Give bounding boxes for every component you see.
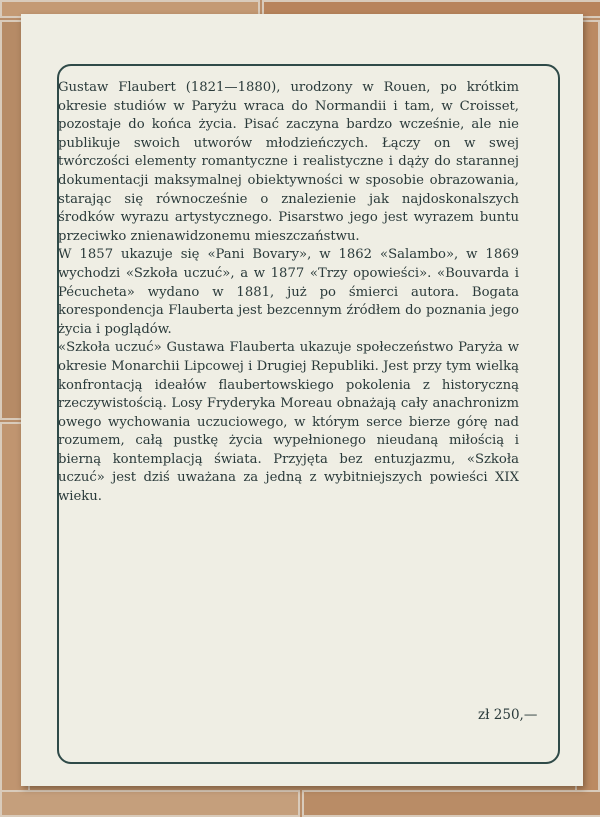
brick	[0, 790, 300, 817]
blurb-paragraph-works: W 1857 ukazuje się «Pani Bovary», w 1862 «Salambo», w 1869 wychodzi «Szkoła uczuć», a w 1877 «Trzy opowieści». «Bouvarda i Pécucheta» wydano w 1881, już po śmierci autora. Bogata korespondencja Flauberta jest bezcennym źródłem do poznania jego życia i poglądów.	[58, 247, 519, 337]
brick	[302, 790, 600, 817]
price-label: zł 250,—	[478, 707, 538, 723]
blurb-paragraph-author: Gustaw Flaubert (1821—1880), urodzony w Rouen, po krótkim okresie studiów w Paryżu wraca do Normandii i tam, w Croisset, pozostaje do końca życia. Pisać zaczyna bardzo wcześnie, ale nie publikuje swoich utworów młodzieńczych. Łączy on w swej twórczości elementy romantyczne i realistyczne i dąży do starannej dokumentacji maksymalnej obiektywności w sposobie obrazowania, starając się równocześnie o znalezienie jak najdoskonalszych środków wyrazu artystycznego. Pisarstwo jego jest wyrazem buntu przeciwko znienawidzonemu mieszczaństwu.	[58, 80, 519, 244]
blurb-text	[58, 79, 519, 507]
blurb-paragraph-novel: «Szkoła uczuć» Gustawa Flauberta ukazuje społeczeństwo Paryża w okresie Monarchii Lipcowej i Drugiej Republiki. Jest przy tym wielką konfrontacją ideałów flaubertowskiego pokolenia z historyczną rzeczywistością. Losy Fryderyka Moreau obnażają cały anachronizm owego wychowania uczuciowego, w którym serce bierze górę nad rozumem, całą pustkę życia wypełnionego nieudaną miłością i bierną kontemplacją świata. Przyjęta bez entuzjazmu, «Szkoła uczuć» jest dziś uważana za jedną z wybitniejszych powieści XIX wieku.	[58, 340, 519, 505]
